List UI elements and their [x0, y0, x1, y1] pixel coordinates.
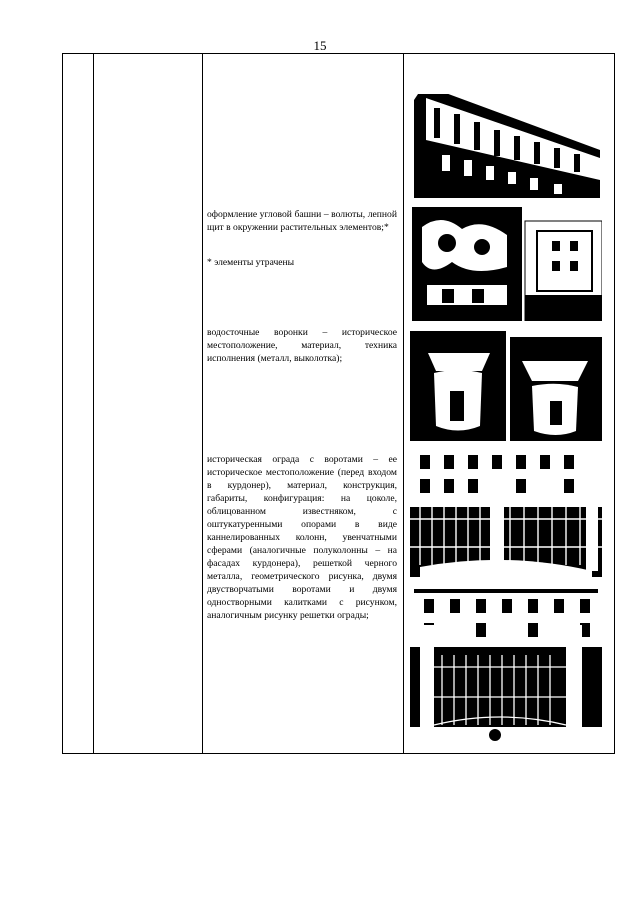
page-number: 15: [313, 38, 327, 53]
corner-tower-facade-photo: [412, 207, 602, 321]
table-cell-description: [203, 54, 404, 754]
table-cell-object: [94, 54, 203, 754]
entry-drainpipe-text: водосточные воронки – историческое местоположение, материал, техника исполнения (металл, выколотка);: [207, 327, 397, 364]
entry-fence-text: историческая ограда с воротами – ее историческое местоположение (перед входом в курдонер), материал, конструкция, габариты, конфигурация: на цоколе, облицованном известняком, с оштукатуренными опорами в виде каннелированных колонн, увенчатными сферами (аналогичные полуколонны – на фасадах курдонера), решеткой черного металла, геометрического рисунка, двумя двустворчатыми воротами и двумя одностворными калитками с рисунком, аналогичным рисунку решетки ограды;: [207, 454, 397, 621]
entry-corner-tower-text: оформление угловой башни – волюты, лепной щит в окружении растительных элементов;*: [207, 209, 397, 233]
table-cell-number: [63, 54, 94, 754]
fence-gates-detail-photo: [410, 585, 602, 743]
entry-corner-tower-note: * элементы утрачены: [207, 257, 295, 268]
facade-top-photo: [414, 80, 600, 198]
drainpipe-funnel-photo: [410, 331, 602, 441]
historic-fence-gates-photo: [410, 447, 602, 577]
